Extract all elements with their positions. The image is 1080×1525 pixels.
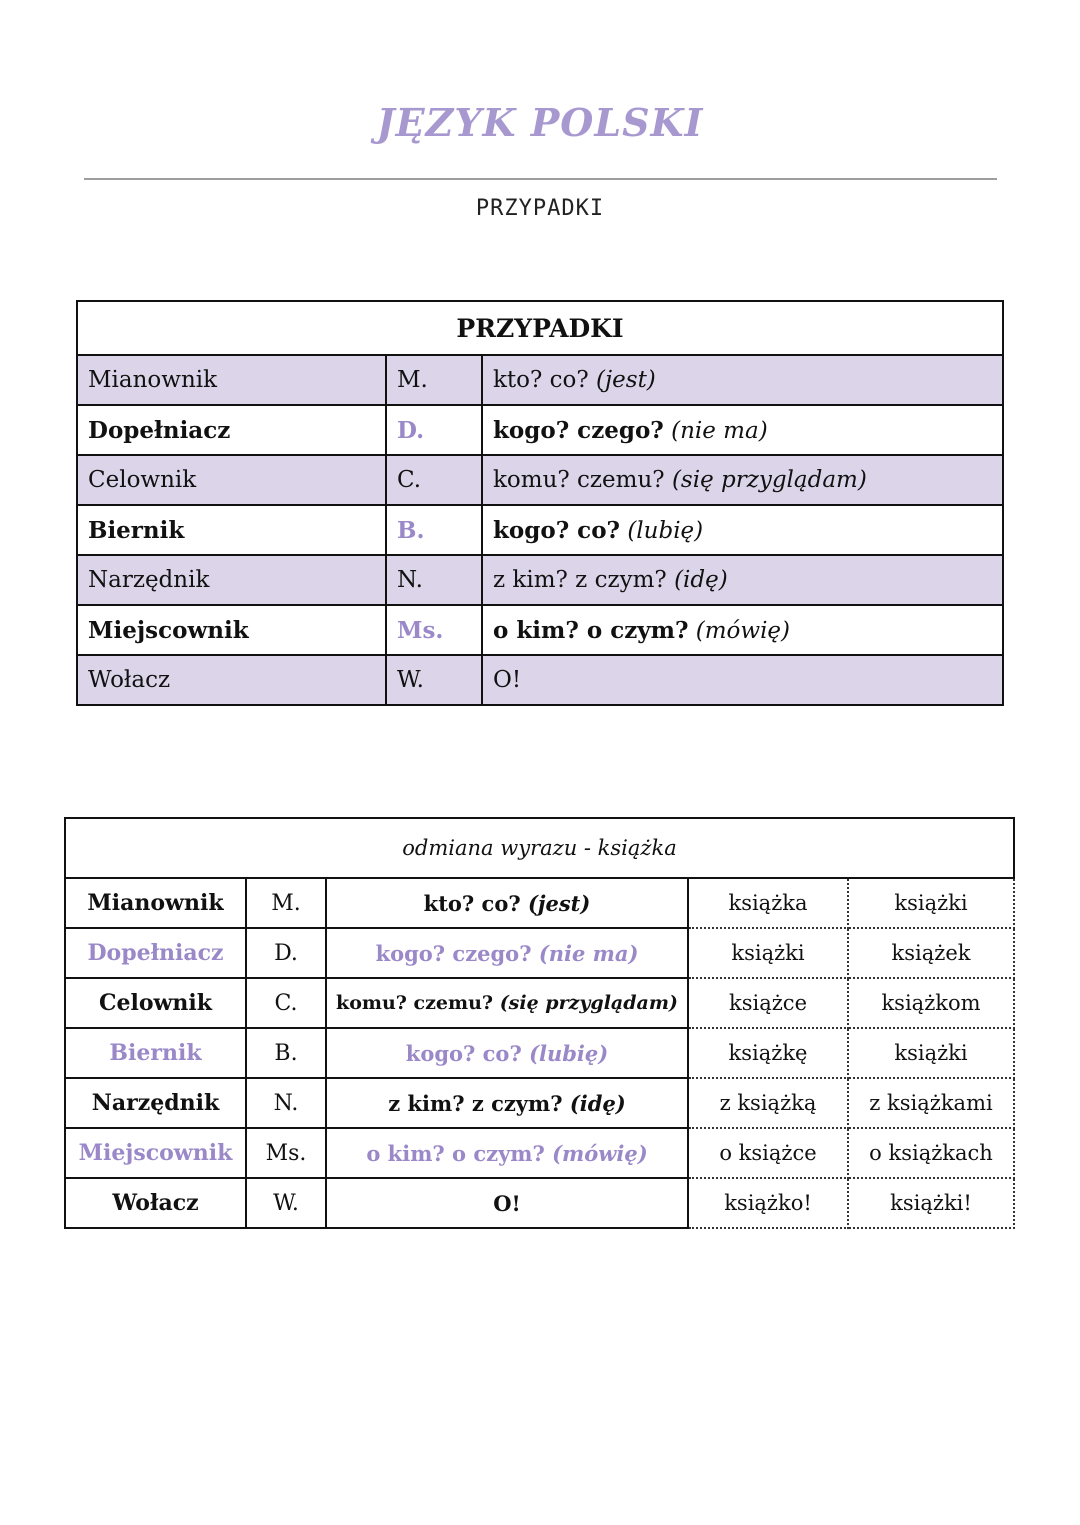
- singular-form: książkę: [688, 1028, 848, 1078]
- question-hint: (mówię): [695, 617, 791, 644]
- plural-form: o książkach: [848, 1128, 1014, 1178]
- singular-form: książka: [688, 878, 848, 928]
- case-abbr: D.: [246, 928, 326, 978]
- question-hint: (idę): [674, 567, 728, 593]
- table-row: [65, 928, 1014, 978]
- case-abbr: W.: [386, 655, 482, 705]
- question-text: kogo? co?: [405, 1040, 522, 1066]
- case-abbr: M.: [246, 878, 326, 928]
- case-abbr: Ms.: [386, 605, 482, 655]
- table-row: [77, 355, 1003, 405]
- case-abbr: C.: [386, 455, 482, 505]
- question-text: o kim? o czym?: [493, 616, 689, 644]
- case-abbr: B.: [246, 1028, 326, 1078]
- case-question: [326, 978, 688, 1028]
- case-name: Celownik: [77, 455, 386, 505]
- table-row: [77, 455, 1003, 505]
- question-text: o kim? o czym?: [366, 1140, 545, 1166]
- question-text: kogo? co?: [493, 516, 621, 544]
- case-abbr: W.: [246, 1178, 326, 1228]
- question-text: kogo? czego?: [493, 416, 664, 444]
- question-text: z kim? z czym?: [493, 567, 667, 593]
- question-hint: (jest): [527, 890, 591, 916]
- case-name: Wołacz: [65, 1178, 246, 1228]
- declension-table: [64, 817, 1015, 1229]
- cases-table-heading: PRZYPADKI: [77, 301, 1003, 355]
- singular-form: książce: [688, 978, 848, 1028]
- table-row: [65, 1028, 1014, 1078]
- table-row: [65, 1078, 1014, 1128]
- question-hint: (nie ma): [538, 940, 639, 966]
- plural-form: książkom: [848, 978, 1014, 1028]
- case-name: Mianownik: [65, 878, 246, 928]
- table-row: [77, 405, 1003, 455]
- case-abbr: B.: [386, 505, 482, 555]
- case-name: Mianownik: [77, 355, 386, 405]
- question-hint: (mówię): [552, 1140, 648, 1166]
- question-text: O!: [493, 1190, 521, 1216]
- case-question: [482, 505, 1003, 555]
- case-question: [482, 455, 1003, 505]
- singular-form: o książce: [688, 1128, 848, 1178]
- table-row: [65, 878, 1014, 928]
- case-abbr: M.: [386, 355, 482, 405]
- case-question: [326, 1178, 688, 1228]
- question-text: komu? czemu?: [493, 467, 665, 493]
- table-row: [65, 1128, 1014, 1178]
- question-hint: (lubię): [627, 517, 704, 544]
- case-question: [482, 655, 1003, 705]
- case-question: [326, 928, 688, 978]
- case-question: [482, 405, 1003, 455]
- singular-form: z książką: [688, 1078, 848, 1128]
- case-name: Narzędnik: [77, 555, 386, 605]
- table-row: [65, 1178, 1014, 1228]
- case-name: Narzędnik: [65, 1078, 246, 1128]
- case-question: [326, 1078, 688, 1128]
- case-question: [482, 605, 1003, 655]
- question-hint: (jest): [596, 367, 656, 393]
- plural-form: książek: [848, 928, 1014, 978]
- question-hint: (nie ma): [671, 417, 768, 444]
- singular-form: książko!: [688, 1178, 848, 1228]
- table-row: [65, 978, 1014, 1028]
- question-hint: (się przyglądam): [671, 467, 867, 493]
- declension-caption: odmiana wyrazu - książka: [65, 818, 1014, 878]
- question-hint: (idę): [569, 1090, 626, 1116]
- case-abbr: C.: [246, 978, 326, 1028]
- page-subtitle: PRZYPADKI: [475, 196, 605, 221]
- case-question: [482, 355, 1003, 405]
- case-question: [326, 878, 688, 928]
- question-text: kto? co?: [493, 367, 589, 393]
- case-name: Wołacz: [77, 655, 386, 705]
- case-question: [326, 1128, 688, 1178]
- title-divider: [84, 178, 997, 180]
- question-text: O!: [493, 667, 522, 693]
- question-hint: (lubię): [529, 1040, 609, 1066]
- table-row: [77, 505, 1003, 555]
- question-text: kogo? czego?: [375, 940, 532, 966]
- case-name: Dopełniacz: [77, 405, 386, 455]
- page-title: JĘZYK POLSKI: [376, 100, 704, 145]
- case-name: Dopełniacz: [65, 928, 246, 978]
- table-row: [77, 555, 1003, 605]
- case-name: Biernik: [65, 1028, 246, 1078]
- question-hint: (się przyglądam): [499, 992, 678, 1014]
- case-question: [326, 1028, 688, 1078]
- case-name: Miejscownik: [77, 605, 386, 655]
- plural-form: książki: [848, 878, 1014, 928]
- case-name: Miejscownik: [65, 1128, 246, 1178]
- plural-form: z książkami: [848, 1078, 1014, 1128]
- case-abbr: N.: [246, 1078, 326, 1128]
- question-text: z kim? z czym?: [388, 1090, 563, 1116]
- case-abbr: N.: [386, 555, 482, 605]
- table-row: [77, 605, 1003, 655]
- case-name: Biernik: [77, 505, 386, 555]
- question-text: kto? co?: [423, 890, 521, 916]
- cases-table: [76, 300, 1004, 706]
- question-text: komu? czemu?: [336, 992, 494, 1014]
- case-abbr: D.: [386, 405, 482, 455]
- case-question: [482, 555, 1003, 605]
- singular-form: książki: [688, 928, 848, 978]
- table-row: [77, 655, 1003, 705]
- case-name: Celownik: [65, 978, 246, 1028]
- plural-form: książki!: [848, 1178, 1014, 1228]
- plural-form: książki: [848, 1028, 1014, 1078]
- case-abbr: Ms.: [246, 1128, 326, 1178]
